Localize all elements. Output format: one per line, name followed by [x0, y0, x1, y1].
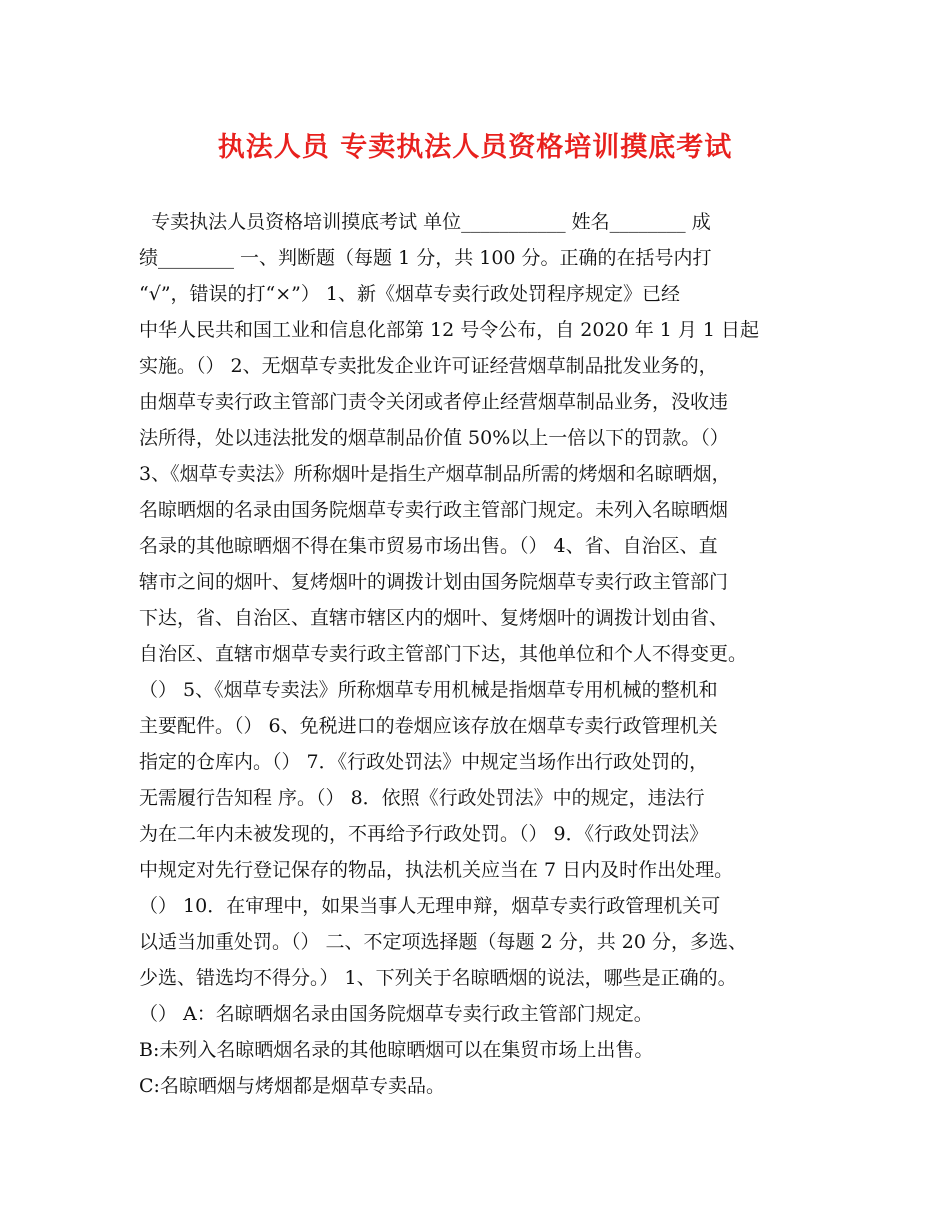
body-line: 少选、错选均不得分。） 1、下列关于名晾晒烟的说法，哪些是正确的。: [139, 967, 737, 989]
body-line: 辖市之间的烟叶、复烤烟叶的调拨计划由国务院烟草专卖行政主管部门: [139, 571, 729, 593]
body-line: 专卖执法人员资格培训摸底考试 单位___________ 姓名________ 成: [139, 211, 711, 233]
body-line: B:未列入名晾晒烟名录的其他晾晒烟可以在集贸市场上出售。: [139, 1039, 654, 1061]
body-line: 实施。（） 2、无烟草专卖批发企业许可证经营烟草制品批发业务的，: [139, 355, 718, 377]
body-line: 以适当加重处罚。（） 二、不定项选择题（每题 2 分，共 20 分，多选、: [139, 931, 747, 953]
document-title: 执法人员 专卖执法人员资格培训摸底考试: [217, 132, 733, 163]
body-line: 中规定对先行登记保存的物品，执法机关应当在 7 日内及时作出处理。: [139, 859, 734, 881]
body-line: （） A：名晾晒烟名录由国务院烟草专卖行政主管部门规定。: [139, 1003, 653, 1025]
body-line: 3、《烟草专卖法》所称烟叶是指生产烟草制品所需的烤烟和名晾晒烟，: [139, 463, 731, 485]
body-line: “√”，错误的打“×”） 1、新《烟草专卖行政处罚程序规定》已经: [139, 283, 681, 305]
body-line: 下达，省、自治区、直辖市辖区内的烟叶、复烤烟叶的调拨计划由省、: [139, 607, 729, 629]
document-body: [139, 204, 839, 1104]
body-line: 主要配件。（） 6、免税进口的卷烟应该存放在烟草专卖行政管理机关: [139, 715, 718, 737]
body-line: 绩________ 一、判断题（每题 1 分，共 100 分。正确的在括号内打: [139, 247, 712, 269]
body-line: 自治区、直辖市烟草专卖行政主管部门下达，其他单位和个人不得变更。: [139, 643, 748, 665]
body-line: 法所得，处以违法批发的烟草制品价值 50%以上一倍以下的罚款。（）: [139, 427, 729, 449]
body-line: 由烟草专卖行政主管部门责令关闭或者停止经营烟草制品业务，没收违: [139, 391, 729, 413]
body-line: （） 10．在审理中，如果当事人无理申辩，烟草专卖行政管理机关可: [139, 895, 721, 917]
body-line: 名晾晒烟的名录由国务院烟草专卖行政主管部门规定。未列入名晾晒烟: [139, 499, 729, 521]
body-line: 中华人民共和国工业和信息化部第 12 号令公布，自 2020 年 1 月 1 日起: [139, 319, 760, 341]
body-line: 为在二年内未被发现的，不再给予行政处罚。（） 9．《行政处罚法》: [139, 823, 709, 845]
body-line: 名录的其他晾晒烟不得在集市贸易市场出售。（） 4、省、自治区、直: [139, 535, 718, 557]
body-line: C:名晾晒烟与烤烟都是烟草专卖品。: [139, 1075, 445, 1097]
body-line: 指定的仓库内。（） 7．《行政处罚法》中规定当场作出行政处罚的，: [139, 751, 709, 773]
body-line: 无需履行告知程 序。（） 8．依照《行政处罚法》中的规定，违法行: [139, 787, 705, 809]
body-line: （） 5、《烟草专卖法》所称烟草专用机械是指烟草专用机械的整机和: [139, 679, 718, 701]
